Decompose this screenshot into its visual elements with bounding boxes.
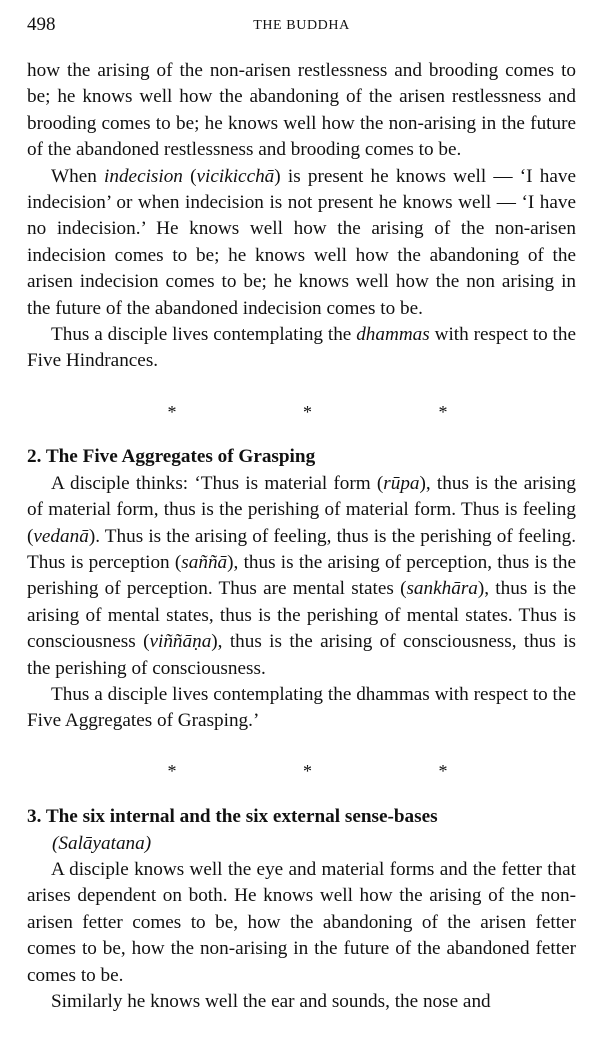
running-title: THE BUDDHA [253,18,350,33]
paragraph-indecision: When indecision (vicikicchā) is present he knows well — ‘I have indecision’ or when indecision is not present he knows well — ‘I have no indecision.’ He knows well how the arising of the non-arisen indecision comes to be; he knows well how the abandoning of the arisen indecision comes to be; he knows well how the non arising in the future of the abandoned indecision comes to be. [27,165,576,319]
term-rupa: rūpa [383,472,420,494]
section-separator [156,399,448,425]
term-vedana: vedanā [33,525,89,547]
term-sankhara: sankhāra [406,578,478,600]
section-separator [156,758,448,784]
separator-star: * [167,401,177,422]
paragraph-ear-and-sounds: Similarly he knows well the ear and sounds, the nose and [51,991,491,1012]
section-heading-sense-bases: 3. The six internal and the six external sense-bases [27,806,438,828]
paragraph-restlessness-continued: how the arising of the non-arisen restlessness and brooding comes to be; he knows well how the abandoning of the arisen restlessness and brooding comes to be; he knows well how the non-arising in the future of the abandoned restlessness and brooding comes to be. [27,60,576,161]
section-subheading-salayatana: (Salāyatana) [52,832,152,854]
separator-star: * [303,401,312,422]
paragraph-aggregates-summary: Thus a disciple lives contemplating the dhammas with respect to the Five Aggregates of Grasping.’ [27,683,576,732]
term-vinnana: viññāṇa [149,631,212,653]
separator-star: * [438,401,448,422]
paragraph-eye-and-forms: A disciple knows well the eye and material forms and the fetter that arises dependent on both. He knows well how the arising of the non-arisen fetter comes to be, how the abandoning of the arisen fetter comes to be, how the non-arising in the future of the abandoned fetter comes to be. [27,858,576,986]
page-header [27,14,576,42]
page-body [27,58,576,1015]
separator-star: * [167,760,177,781]
separator-star: * [303,760,312,781]
section-heading-five-aggregates: 2. The Five Aggregates of Grasping [27,446,316,468]
term-indecision: indecision [104,165,183,187]
term-dhammas: dhammas [356,324,430,346]
separator-star: * [438,760,448,781]
paragraph-five-hindrances-summary: Thus a disciple lives contemplating the dhammas with respect to the Five Hindrances. [27,324,576,372]
term-vicikiccha: vicikicchā [196,165,275,187]
paragraph-aggregates: A disciple thinks: ‘Thus is material form (rūpa), thus is the arising of material form, thus is the perishing of material form. Thus is feeling (vedanā). Thus is the arising of feeling, thus is the perishing of feeling. Thus is perception (saññā), thus is the arising of perception, thus is the perishing of perception. Thus are mental states (sankhāra), thus is the arising of mental states, thus is the perishing of mental states. Thus is consciousness (viññāṇa), thus is the arising of consciousness, thus is the perishing of consciousness. [27,472,577,679]
term-sanna: saññā [181,551,228,573]
page-number: 498 [27,14,56,35]
